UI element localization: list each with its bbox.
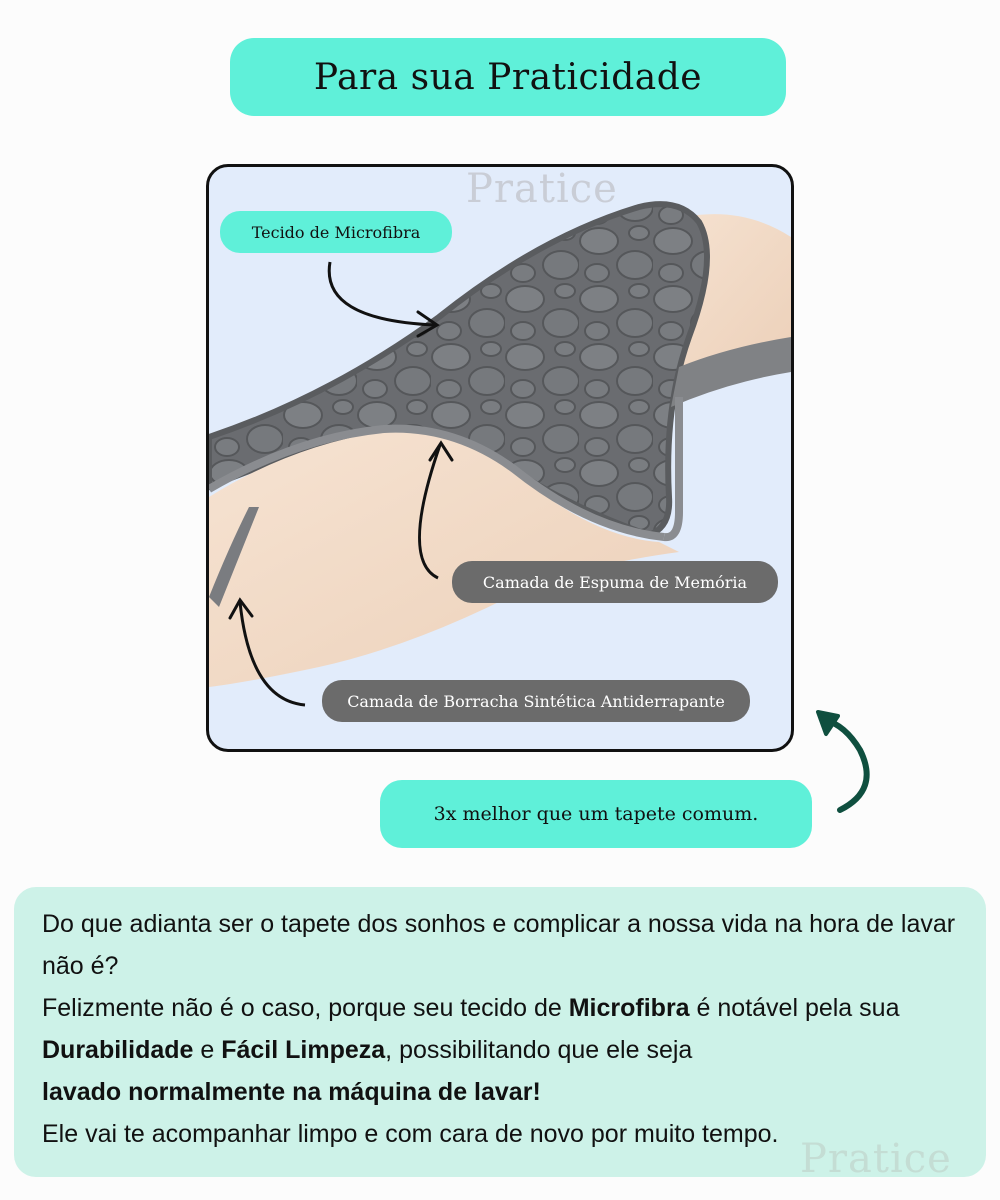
description-line-4: Ele vai te acompanhar limpo e com cara de novo por muito tempo. [42,1120,779,1148]
page-title: Para sua Praticidade [313,56,703,98]
highlight-machine-wash: lavado normalmente na máquina de lavar! [42,1078,541,1106]
label-rubber-layer: Camada de Borracha Sintética Antiderrapante [322,680,750,722]
label-microfiber: Tecido de Microfibra [220,211,452,253]
description-line-2 [42,987,972,1113]
highlight-facil-limpeza: Fácil Limpeza [221,1036,386,1064]
label-memory-foam: Camada de Espuma de Memória [452,561,778,603]
watermark-bottom: Pratice [800,1136,952,1182]
text-segment: é notável pela sua [689,994,900,1022]
highlight-microfibra: Microfibra [568,994,690,1022]
highlight-durabilidade: Durabilidade [42,1036,194,1064]
description-panel [14,887,986,1177]
text-segment: e [193,1036,222,1064]
text-segment: , possibilitando que ele seja [385,1036,693,1064]
benefit-callout: 3x melhor que um tapete comum. [380,780,812,848]
text-segment: Felizmente não é o caso, porque seu tecido de [42,994,569,1022]
arrow-green-icon [825,720,867,810]
watermark-top: Pratice [466,166,618,212]
title-banner [230,38,786,116]
bath-mat-illustration [209,167,791,749]
description-line-1: Do que adianta ser o tapete dos sonhos e complicar a nossa vida na hora de lavar não é? [42,910,956,980]
